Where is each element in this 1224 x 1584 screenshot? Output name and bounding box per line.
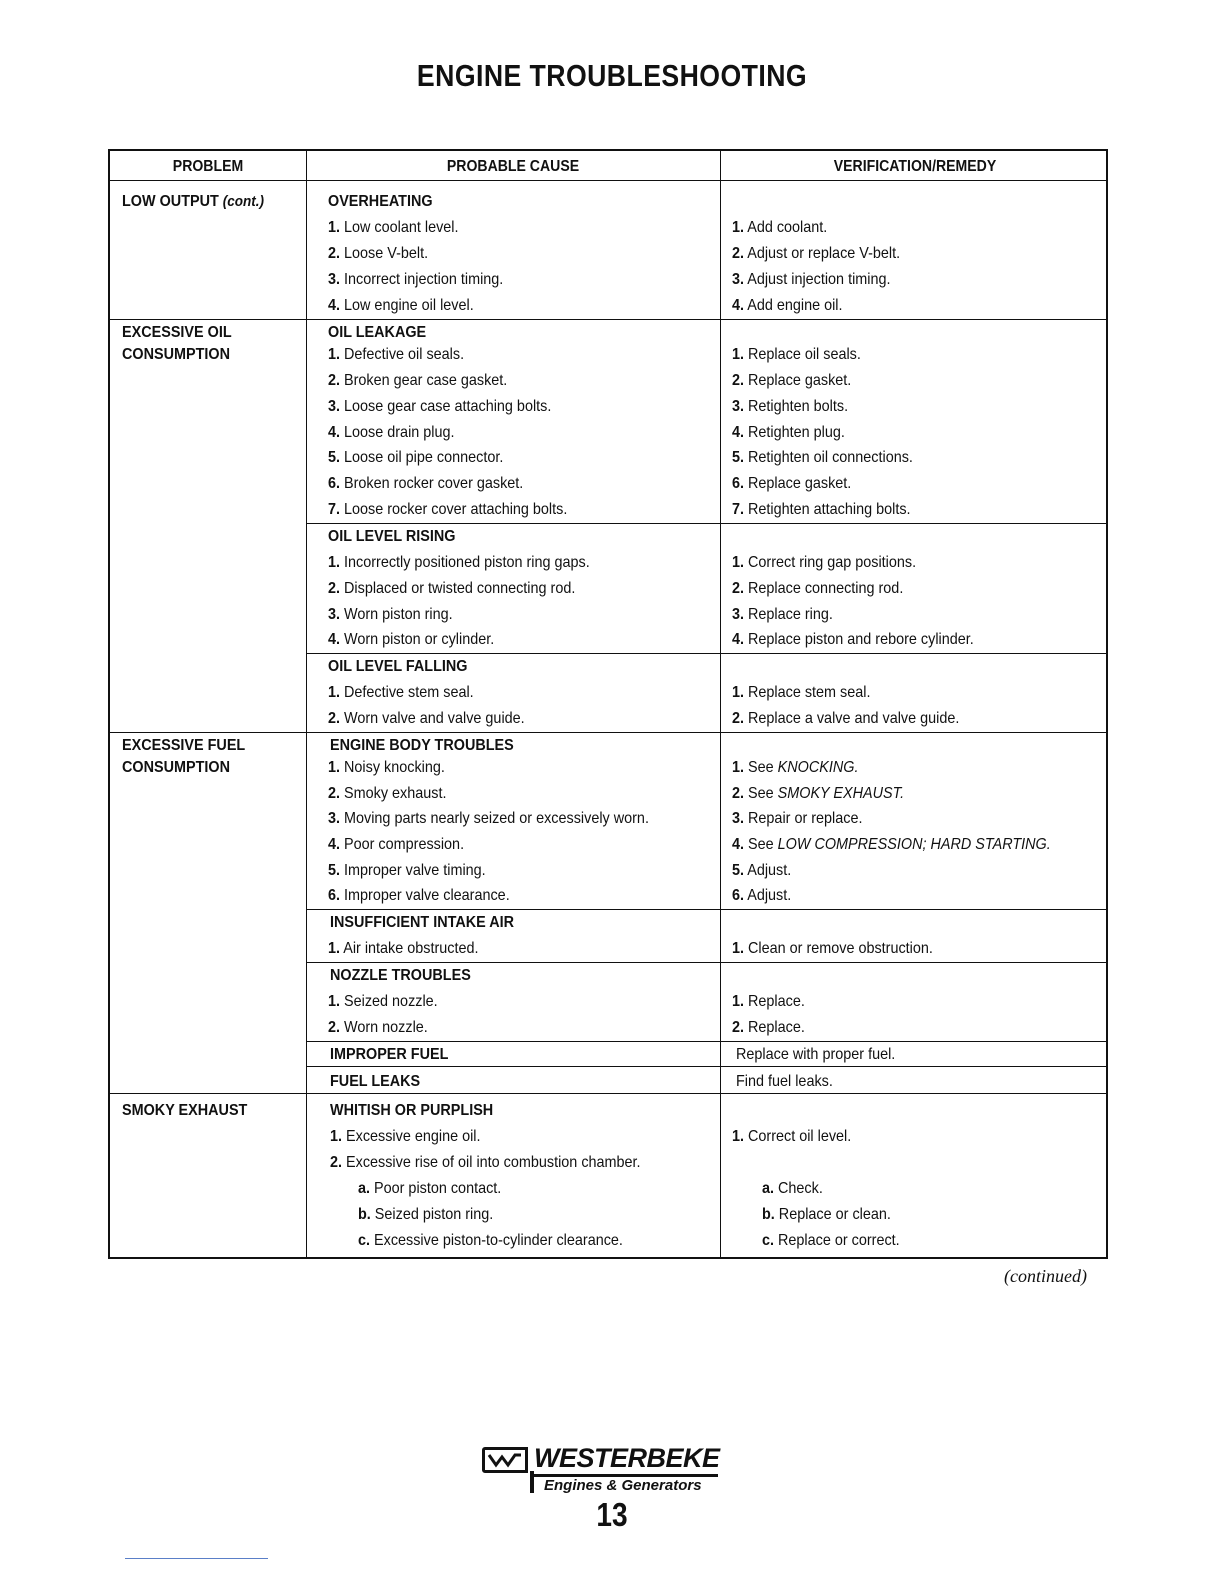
cause-item: 1. Incorrectly positioned piston ring gaps. (328, 554, 590, 571)
remedy-item: Replace with proper fuel. (736, 1046, 896, 1063)
problem-excessive-fuel-2: CONSUMPTION (122, 759, 230, 776)
sub-remedy-item: b. Replace or clean. (762, 1206, 891, 1223)
section-title: OVERHEATING (328, 193, 433, 210)
remedy-item: 4. See LOW COMPRESSION; HARD STARTING. (732, 836, 1051, 853)
section-rule (306, 962, 1106, 963)
remedy-item: 2. Replace a valve and valve guide. (732, 710, 960, 727)
cause-item: 2. Smoky exhaust. (328, 785, 447, 802)
section-title: NOZZLE TROUBLES (330, 967, 471, 984)
section-title: FUEL LEAKS (330, 1073, 421, 1090)
remedy-item: 2. Replace. (732, 1019, 805, 1036)
logo-mark-icon (482, 1447, 528, 1473)
remedy-item: 6. Adjust. (732, 887, 792, 904)
section-title: OIL LEAKAGE (328, 324, 427, 341)
row-rule (110, 1093, 1106, 1094)
sub-remedy-item: c. Replace or correct. (762, 1232, 900, 1249)
remedy-item: 1. Replace stem seal. (732, 684, 871, 701)
cause-item: 4. Poor compression. (328, 836, 465, 853)
sub-cause-item: c. Excessive piston-to-cylinder clearance. (358, 1232, 623, 1249)
remedy-item: 6. Replace gasket. (732, 475, 852, 492)
cause-item: 2. Broken gear case gasket. (328, 372, 508, 389)
cause-item: 6. Broken rocker cover gasket. (328, 475, 524, 492)
section-title: OIL LEVEL RISING (328, 528, 456, 545)
remedy-item: 1. Replace oil seals. (732, 346, 861, 363)
sub-cause-item: b. Seized piston ring. (358, 1206, 494, 1223)
page-title: ENGINE TROUBLESHOOTING (416, 58, 808, 93)
problem-excessive-fuel: EXCESSIVE FUEL (122, 737, 246, 754)
cause-item: 2. Loose V-belt. (328, 245, 429, 262)
remedy-item: 3. Replace ring. (732, 606, 833, 623)
cause-item: 1. Noisy knocking. (328, 759, 445, 776)
section-title: OIL LEVEL FALLING (328, 658, 468, 675)
remedy-item: 2. Replace gasket. (732, 372, 852, 389)
cause-item: 5. Loose oil pipe connector. (328, 449, 504, 466)
cause-item: 3. Worn piston ring. (328, 606, 453, 623)
page-number: 13 (596, 1496, 628, 1533)
remedy-item: 4. Add engine oil. (732, 297, 843, 314)
section-title: WHITISH OR PURPLISH (330, 1102, 494, 1119)
remedy-item: 1. Clean or remove obstruction. (732, 940, 933, 957)
section-title: IMPROPER FUEL (330, 1046, 449, 1063)
remedy-item: 3. Repair or replace. (732, 810, 863, 827)
remedy-item: 5. Adjust. (732, 862, 792, 879)
remedy-item: 7. Retighten attaching bolts. (732, 501, 911, 518)
header-cause: PROBABLE CAUSE (446, 158, 580, 175)
sub-remedy-item: a. Check. (762, 1180, 823, 1197)
cause-item: 1. Defective stem seal. (328, 684, 474, 701)
remedy-item: 2. See SMOKY EXHAUST. (732, 785, 905, 802)
remedy-item: 3. Retighten bolts. (732, 398, 849, 415)
cause-item: 7. Loose rocker cover attaching bolts. (328, 501, 568, 518)
continued-note: (continued) (1004, 1266, 1087, 1286)
cause-item: 1. Defective oil seals. (328, 346, 465, 363)
column-divider (720, 151, 721, 1257)
remedy-item: 2. Replace connecting rod. (732, 580, 904, 597)
remedy-item: Find fuel leaks. (736, 1073, 833, 1090)
cause-item: 1. Excessive engine oil. (330, 1128, 481, 1145)
problem-low-output: LOW OUTPUT (cont.) (122, 193, 265, 210)
row-rule (110, 319, 1106, 320)
header-remedy: VERIFICATION/REMEDY (833, 158, 997, 175)
remedy-item: 1. Correct ring gap positions. (732, 554, 917, 571)
problem-smoky-exhaust: SMOKY EXHAUST (122, 1102, 248, 1119)
header-rule (110, 180, 1106, 181)
westerbeke-logo (482, 1443, 742, 1499)
section-rule (306, 523, 1106, 524)
row-rule (110, 732, 1106, 733)
section-rule (306, 909, 1106, 910)
column-divider (306, 151, 307, 1257)
cause-item: 2. Excessive rise of oil into combustion chamber. (330, 1154, 641, 1171)
footnote-rule (125, 1558, 268, 1559)
sub-cause-item: a. Poor piston contact. (358, 1180, 502, 1197)
section-title: ENGINE BODY TROUBLES (330, 737, 514, 754)
remedy-item: 1. Correct oil level. (732, 1128, 852, 1145)
cause-item: 2. Worn valve and valve guide. (328, 710, 525, 727)
remedy-item: 5. Retighten oil connections. (732, 449, 913, 466)
cause-item: 3. Loose gear case attaching bolts. (328, 398, 552, 415)
logo-subtitle: Engines & Generators (544, 1477, 702, 1494)
cause-item: 1. Low coolant level. (328, 219, 459, 236)
cause-item: 4. Low engine oil level. (328, 297, 474, 314)
cause-item: 5. Improper valve timing. (328, 862, 486, 879)
section-rule (306, 653, 1106, 654)
header-problem: PROBLEM (172, 158, 244, 175)
remedy-item: 2. Adjust or replace V-belt. (732, 245, 901, 262)
section-rule (306, 1041, 1106, 1042)
cause-item: 3. Moving parts nearly seized or excessively worn. (328, 810, 649, 827)
problem-excessive-oil: EXCESSIVE OIL (122, 324, 232, 341)
problem-excessive-oil-2: CONSUMPTION (122, 346, 230, 363)
section-rule (306, 1066, 1106, 1067)
section-title: INSUFFICIENT INTAKE AIR (330, 914, 514, 931)
cause-item: 3. Incorrect injection timing. (328, 271, 504, 288)
cause-item: 4. Loose drain plug. (328, 424, 455, 441)
remedy-item: 3. Adjust injection timing. (732, 271, 891, 288)
remedy-item: 4. Replace piston and rebore cylinder. (732, 631, 974, 648)
cause-item: 4. Worn piston or cylinder. (328, 631, 495, 648)
remedy-item: 1. Add coolant. (732, 219, 828, 236)
cause-item: 2. Displaced or twisted connecting rod. (328, 580, 576, 597)
cause-item: 2. Worn nozzle. (328, 1019, 428, 1036)
logo-stem (530, 1471, 534, 1493)
cause-item: 1. Air intake obstructed. (328, 940, 479, 957)
remedy-item: 1. Replace. (732, 993, 805, 1010)
remedy-item: 1. See KNOCKING. (732, 759, 859, 776)
cause-item: 1. Seized nozzle. (328, 993, 438, 1010)
cause-item: 6. Improper valve clearance. (328, 887, 510, 904)
logo-name: WESTERBEKE (534, 1443, 720, 1473)
troubleshooting-table (108, 149, 1108, 1259)
remedy-item: 4. Retighten plug. (732, 424, 845, 441)
